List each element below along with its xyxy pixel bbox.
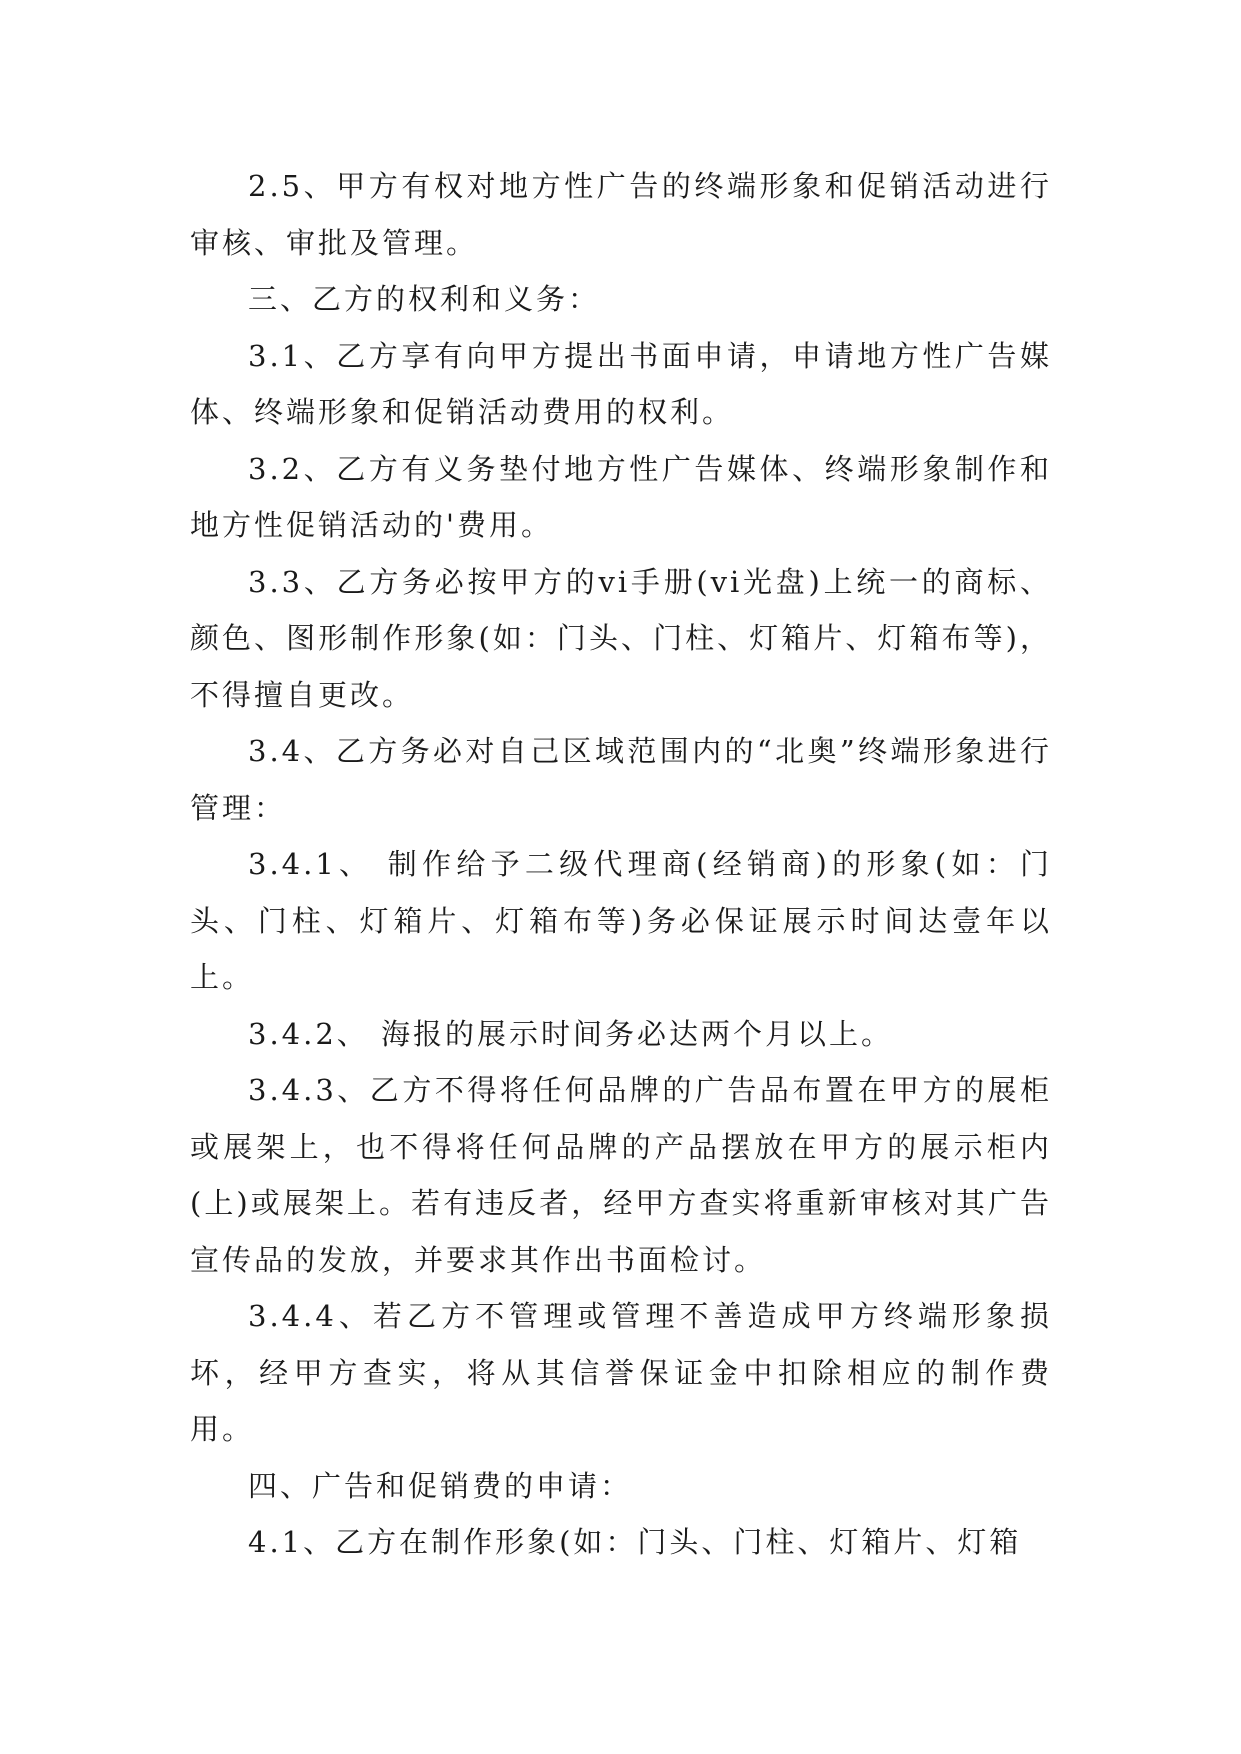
clause-3-4-4: 3.4.4、若乙方不管理或管理不善造成甲方终端形象损坏，经甲方查实，将从其信誉保证金中扣除相应的制作费用。: [190, 1299, 1052, 1446]
clause-3-4: 3.4、乙方务必对自己区域范围内的“北奥”终端形象进行管理：: [190, 734, 1052, 825]
clause-4-1: 4.1、乙方在制作形象(如：门头、门柱、灯箱片、灯箱: [248, 1525, 1022, 1559]
clause-3-1: 3.1、乙方享有向甲方提出书面申请，申请地方性广告媒体、终端形象和促销活动费用的权利。: [190, 338, 1052, 429]
clause-3-3: 3.3、乙方务必按甲方的vi手册(vi光盘)上统一的商标、颜色、图形制作形象(如：门头、门柱、灯箱片、灯箱布等)，不得擅自更改。: [190, 564, 1052, 712]
document-body: [190, 158, 1052, 1571]
section-4-heading: 四、广告和促销费的申请：: [248, 1468, 633, 1503]
clause-3-4-2: 3.4.2、 海报的展示时间务必达两个月以上。: [248, 1016, 894, 1051]
clause-2-5: 2.5、甲方有权对地方性广告的终端形象和促销活动进行审核、审批及管理。: [190, 169, 1052, 260]
clause-3-2: 3.2、乙方有义务垫付地方性广告媒体、终端形象制作和地方性促销活动的'费用。: [190, 451, 1052, 542]
section-3-heading: 三、乙方的权利和义务：: [248, 282, 601, 316]
clause-3-4-1: 3.4.1、 制作给予二级代理商(经销商)的形象(如：门头、门柱、灯箱片、灯箱布等)务必保证展示时间达壹年以上。: [190, 847, 1052, 994]
clause-3-4-3: 3.4.3、乙方不得将任何品牌的广告品布置在甲方的展柜或展架上，也不得将任何品牌的产品摆放在甲方的展示柜内(上)或展架上。若有违反者，经甲方查实将重新审核对其广告宣传品的发放，并要求其作出书面检讨。: [190, 1073, 1052, 1277]
